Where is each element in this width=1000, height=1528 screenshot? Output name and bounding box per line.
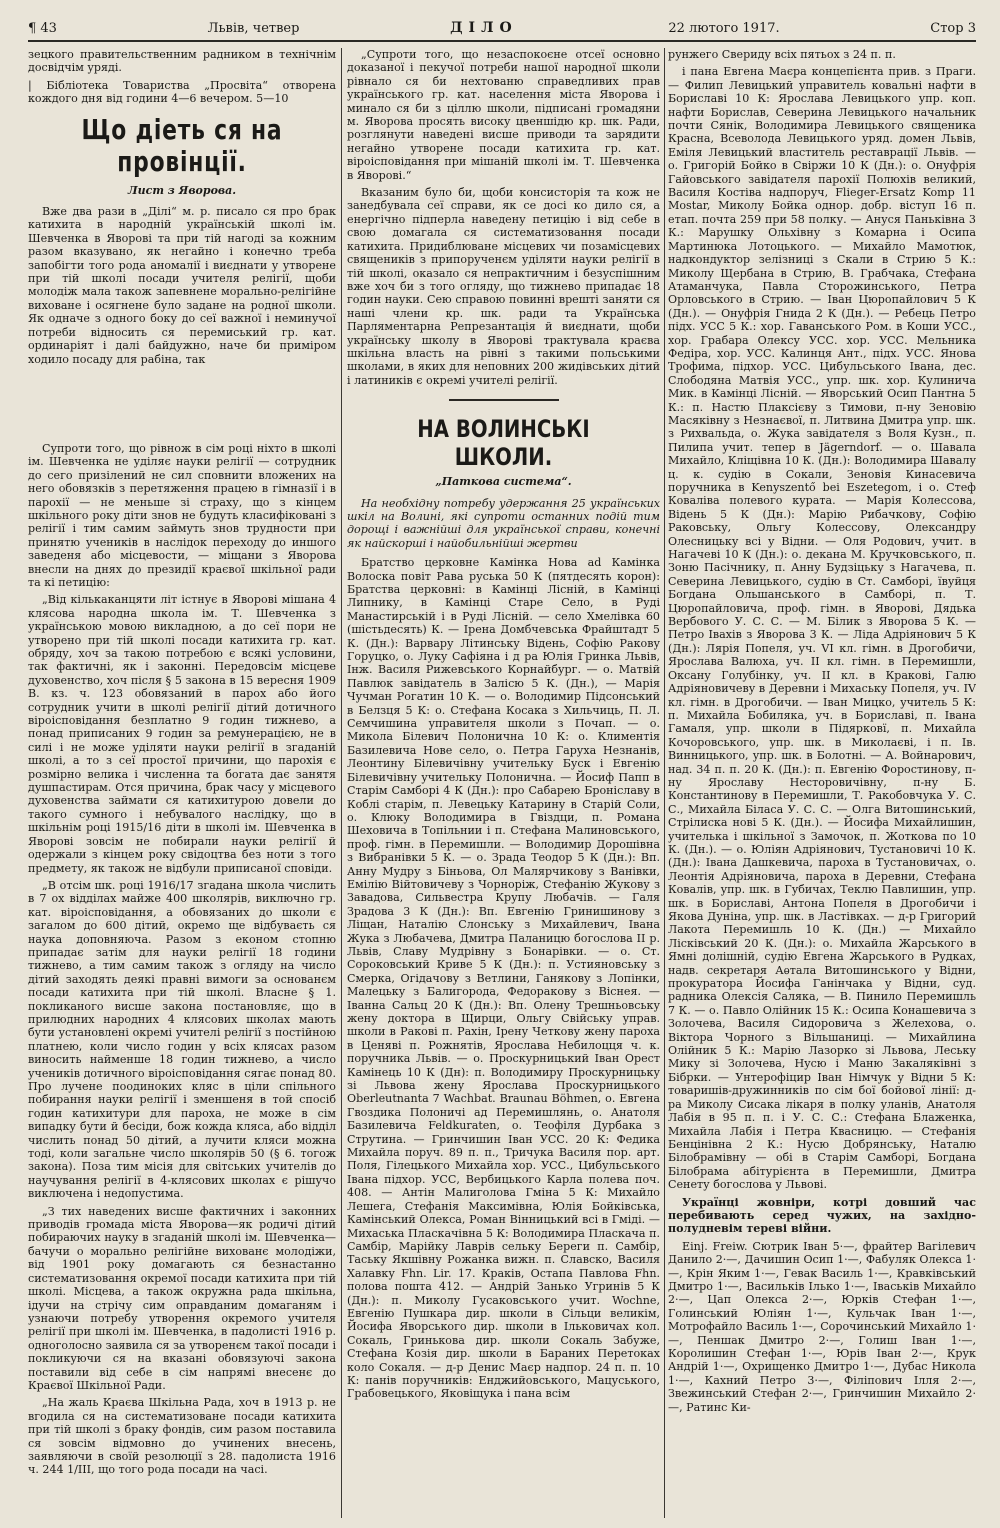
paragraph: Супроти того, що рівнож в сім році ніхто в школі ім. Шевченка не уділяє науки релігії — сотрудник до сего призілений не сил сповнити вложених на него обовязків з перетяження працею в гімназії і в парохії — не меньше зі страху, що з кінцем шкільного року діти знов не будуть класифіковані з релігії і тим самим займуть знов трудности при принятю учеників в наслідок переходу до иншого заведеня або місцевости, — міщани з Яворова внесли на днях до президії краєвої шкільної ради та кі петицію: [28,441,336,589]
column-divider [341,48,342,1518]
section-title: НА ВОЛИНСЬКІ ШКОЛИ. [417,415,590,472]
donation-list: і пана Евгена Маєра концепієнта прив. з Праги. — Филип Левицький управитель ковальні нафти в Бориславі 10 К: Ярослава Левицького упр. коп. нафти Борислав, Северина Левицького начальник почти Сянік, Володимира Левицького священика Красна, Всеволода Левицького уряд. домен Львів, Еміля Левицький властитель реставрації Львів. — о. Григорій Бойко в Свіржи 10 К (Дн.): о. Онуфрія Гайовського завідателя парохії Полюхів великий, Василя Костіва надпоруч, Flieger-Ersatz Komp 11 Mostar, Миколу Бойка однор. добр. віступ 16 п. етап. почта 259 при 58 полку. — Ануся Паньківна 3 К.: Марушку Ольхівну з Комарна і Осипа Мартинюка Лотоцького. — Михайло Мамотюк, надкондуктор зелізниці з Скали в Стрию 5 К.: Миколу Щербана в Стрию, В. Грабчака, Стефана Атаманчука, Павла Сторожинського, Петра Орловського в Стрию. — Іван Цюропайлович 5 К (Дн.). — Онуфрія Гнида 2 К (Дн.). — Ребець Петро підх. УСС 5 К.: хор. Гаванського Ром. в Коши УСС., хор. Грабара Олексу УСС. хор. УСС. Мельника Федіра, хор. УСС. Калинця Ант., підх. УСС. Янова Трофима, підхор. УСС. Цибульського Івана, дес. Слободяна Матвія УСС., упр. шк. хор. Кулинича Мик. в Камінці Лісній. — Яворський Осип Пантна 5 К.: п. Настю Плаксієву з Тимови, п-ну Зеновію Масяківну з Незнаєвої, п. Литвина Дмитра упр. шк. з Рихвальда, о. Жука завідателя з Воля Кузн., п. Пилипа учит. тепер в Jägerndorf. — о. Шавала Михайло, Кліщівна 10 К. (Дн.): Володимира Шавалу ц. к. судію в Сокали, Зеновія Кинасевича поручника в Kenyszentő bei Eszetegom, і о. Стеф Коваліва полевого курата. — Марія Колессова, Відень 5 К (Дн.): Марію Рибачкову, Софію Раковську, Ольгу Колессову, Олександру Олесницьку всі у Відни. — Оля Родович, учит. в Нагачеві 10 К (Дн.): о. декана М. Кручковського, п. Зоню Пасічнику, п. Анну Будзіцьку з Нагачева, п. Северина Левицького, судію в Ст. Самборі, ївуйця Богдана Ольшанського в Самборі, п. Т. Цюропайловича, проф. гімн. в Яворові, Дядька Вербового У. С. С. — М. Білик з Яворова 5 К. — Петро Івахів з Яворова 3 К. — Ліда Адріянович 5 К (Дн.): Лярія Попеля, уч. VI кл. гімн. в Дрогобичи, Ярослава Валюха, уч. II кл. гімн. в Перемишли, Оксану Голубінку, уч. II кл. в Кракові, Галю Адріяновичеву в Деревни і Михаську Попеля, уч. IV кл. гімн. в Дрогобичи. — Іван Мицко, учитель 5 К: п. Михайла Бобиляка, уч. в Бориславі, п. Івана Гамаля, упр. школи в Підярковї, п. Михайла Кочоровського, упр. шк. в Миколаєві, і п. Ів. Винницького, упр. шк. в Болотні. — А. Войнарович, над. 34 п. п. 20 К. (Дн.): п. Евгенію Форостинову, п-ну Ярославу Несторовичівну, п-ну Б. Константинову в Перемишли, Т. Ракобовчука У. С. С., Михайла Біласа У. С. С. — Олга Витошинський, Стрілиска нові 5 К. (Дн.). — Йосифа Михайлишин, учителька і шкільної з Замочок, п. Жоткова по 10 К. (Дн.). — о. Юліян Адріянович, Тустановичі 10 К. (Дн.): Івана Дашкевича, пароха в Тустановичах, о. Леонтія Адріяновича, пароха в Деревни, Стефана Ковалів, упр. шк. в Губичах, Теклю Павлишин, упр. шк. в Бориславі, Антона Попеля в Дрогобичи і Якова Дуніна, упр. шк. в Ластівках. — д-р Григорий Лакота Перемишль 10 К. (Дн.) — Михайло Лісківський 20 К. (Дн.): о. Михайла Жарського в Ямні долішній, судію Евгена Жарського в Рудках, надв. секретаря Аѳтала Витошинського у Відни, прокуратора Йосифа Ганінчака у Відни, суд. радника Олексія Саляка, — В. Пинило Перемишль 7 К. — о. Павло Олійник 15 К.: Осипа Конашевича з Золочева, Василя Сидоровича з Желехова, о. Віктора Чорного з Вільшаниці. — Михайлина Олійник 5 К.: Марію Лазорко зі Львова, Леську Мику зі Золочева, Нусю і Маню Закаляківні з Бібрки. — Унтерофіцир Іван Німчук у Відни 5 К: товаришів-дружинників по сім бої бойової лінії: д-ра Миколу Сисака лікаря в полку уланів, Анатоля Лабія в 95 п. п. і У. С. С.: Стефана Блаженка, Михайла Лабія і Петра Квасницю. — Стефанія Бенцінівна 2 К.: Нусю Добрянську, Наталю Білобрамівну — обі в Старім Самборі, Богдана Білобрама абітурієнта в Перемишли, Дмитра Сенету богослова у Львові. [668,65,976,1192]
masthead: ДІЛО [450,20,518,36]
paragraph: „Супроти того, що незаспокоєне отсеї основно доказаної і пекучої потреби нашої народної школи рівнало ся би нехтованю справедливих прав українського гр. кат. населення міста Яворова і минало ся би з ціллю школи, підписані громадяни м. Яворова просять високу цвеншідю кр. шк. Ради, розглянути наведені висше приводи та зарядити негайно утворене посади катихита гр. кат. віроісповідання при мішаній школі ім. Т. Шевченка в Яворові.“ [347,48,660,182]
city-day: Львів, четвер [207,20,300,36]
column-divider [664,48,665,1518]
section-divider [449,399,559,401]
issue-date: 22 лютого 1917. [668,20,780,36]
soldiers-heading: Українці жовніри, котрі довший час перебивають серед чужих, на західно-полудневім тереві війни. [668,1195,976,1236]
section-subtitle: „Паткова система“. [435,475,572,489]
column-2 [347,48,660,1518]
library-notice: | Бібліотека Товариства „Просвіта“ отворена кождого дня від години 4—6 вечером. 5—10 [28,78,336,106]
column-1 [28,48,336,1518]
paragraph: Вказаним було би, щоби консисторія та кож не занедбувала сеї справи, як се досі ко дило ся, а енергічно підперла наведену петицію і від себе в свою домагала ся систематизовання посади катихита. Придиблюване місцевих чи позамісцевих священиків з припорученєм уділяти науки релігії в тій школі, оказало ся непрактичним і безуспішним вже хоч би з того огляду, що тижнево припадає 18 годин науки. Сею справою повинні врешті заняти ся наші члени кр. шк. ради та Українська Парляментарна Репрезантація й виєднати, щоби українську школу в Яворові трактувала краєва шкільна власть на рівні з такими польськими школами, в яких для неповних 200 жидівських дітий і латиників є окремі учителі релігії. [347,186,660,387]
issue-number: ¶ 43 [28,20,57,36]
paragraph: рунжего Свериду всіх пятьох з 24 п. п. [668,48,896,61]
donation-list: Братство церковне Камінка Нова ad Камінка Волоска повіт Рава руська 50 К (пятдесять корон): Братства церковні: в Камінці Лісній, в Камінці Липнику, в Камінці Старе Село, в Руді Манастирській і в Руді Лісній. — село Хмелівка 60 (шістьдесять) К. — Ірена Домбчевська Фрайштадт 5 К. (Дн.): Варвару Літинську Відень, Софію Ракову Горуцко, о. Луку Сафіяна і д ра Юлія Гринка Львів, Інж. Василя Рижевського Корнайбург. — о. Матвій Павлюк завідатель в Залісю 5 К. (Дн.), — Марія Чучман Рогатин 10 К. — о. Володимир Підсонський в Белзця 5 К: о. Стефана Косака з Хильчиць, П. Л. Семчишина управителя школи з Почап. — о. Микола Білевич Полонична 10 К: о. Климентія Базилевича Нове село, о. Петра Гаруха Незнанів, Леонтину Білевичівну учительку Буск і Евгенію Білевичівну учительку Полонична. — Йосиф Папп в Старім Самборі 4 К (Дн.): про Сабарею Броніславу в Коблі старім, п. Левецьку Катарину в Старій Соли, о. Клюку Володимира в Гвіздци, п. Романа Шеховича в Топільнии і п. Стефана Малиновського, проф. гімн. в Перемишли. — Володимир Дорошівна з Вибранівки 5 К. — о. Зрада Теодор 5 К (Дн.): Вп. Анну Мудру з Біньова, Ол Малярчикову з Ванівки, Емілію Війтовичеву з Чорноріж, Стефанію Жукову з Завадова, Сильвестра Крупу Любачів. — Галя Зрадова 3 К (Дн.): Вп. Евгенію Гринишинову з Ліщан, Наталію Слонську з Михайлевич, Івана Жука з Любачева, Дмитра Паланицю богослова II р. Львів, Славу Мудрівну з Бонарівки. — о. Ст. Сороковський Криве 5 К (Дн.): п. Устияновську з Смерка, Огідачову з Ветлини, Ганякову з Лопінки, Малецьку з Балигорода, Федоракову з Віснея. — Іванна Сальц 20 К (Дн.): Вп. Олену Трешньовську жену доктора в Щирци, Ольгу Свійську управ. школи в Ракові п. Рахін, Ірену Четкову жену пароха в Ценяві п. Рожнятів, Ярослава Небилоцця ч. к. поручника Львів. — о. Проскурницький Іван Орест Камінець 10 К (Дн): п. Володимиру Проскурницьку зі Львова жену Ярослава Проскурницького Oberleutnanta 7 Wachbat. Braunau Böhmen, о. Евгена Гвоздика Полоничі ад Перемишлянь, о. Анатоля Базилевича Feldkuraten, о. Теофіля Дурбака з Струтина. — Гринчишин Іван УСС. 20 К: Федика Михайла поруч. 89 п. п., Тричука Василя пор. арт. Поля, Гілецького Михайла хор. УСС., Цибульського Івана підхор. УСС, Вербицького Карла полева поч. 408. — Антін Малиголова Гміна 5 К: Михайло Лешега, Стефанія Максимівна, Юлія Бойківська, Камінський Олекса, Роман Вінницький всі в Гміді. — Михаська Пласкачівна 5 К: Володимира Пласкача п. Самбір, Марійку Лаврів сельку Береги п. Самбір, Таську Якшівну Рожанка вижн. п. Славско, Василя Халавку Fhn. Lir. 17. Краків, Остапа Павлова Fhn. полова пошта 412. — Андрій Занько Угринів 5 К (Дн.): п. Миколу Гусаковського учит. Wochne, Eвгенію Пушкара дир. школи в Сільци великім, Йосифа Яворського дир. школи в Ільковичах кол. Сокаль, Гринькова дир. школи Сокаль Забуже, Стефана Козія дир. школи в Бараних Перетоках коло Сокаля. — д-р Денис Маєр надпор. 24 п. п. 10 К: панів поручників: Енджийовського, Мацуського, Грабовецького, Яковіщука і пана всім [347,556,660,1401]
soldiers-list: Einj. Freiw. Сютрик Іван 5·—, фрайтер Вагілевич Данило 2·—, Дачишин Осип 1·—, Фабуляк Олекса 1·—, Крін Яким 1·—, Гевак Василь 1·—, Кравківський Дмитро 1·—, Васильків Ілько 1·—, Іваськів Михайло 2·—, Цап Олекса 2·—, Юрків Стефан 1·—, Голинський Юліян 1·—, Кульчак Іван 1·—, Мотрофайло Василь 1·—, Сорочинський Михайло 1·—, Пеншак Дмитро 2·—, Голиш Іван 1·—, Королишин Стефан 1·—, Юрів Іван 2·—, Крук Андрій 1·—, Охрищенко Дмитро 1·—, Дубас Никола 1·—, Кахний Петро 3·—, Філіпович Ілля 2·—, Звежинський Стефан 2·—, Гринчишин Михайло 2·—, Ратинс Ки- [668,1239,976,1414]
blank-space [28,370,336,442]
paragraph: Вже два рази в „Ділі“ м. р. писало ся про брак катихита в народній українській школі ім. Шевченка в Яворові та при тій нагоді за кожним разом вказувано, як негайно і конечно треба запобігти того рода аномалії і виєднати у утворене при тій школі посади учителя релігії, щоби молодіж мала також запевнене морально-релігійне виховане і осягнене було задане на родної школи. Як одначе з одного боку до сеї важної і неминучої потреби відносить ся перемиський гр. кат. ординаріят і далі байдужно, наче би приміром ходило посаду для рабіна, так [28,205,336,366]
page-number: Стор 3 [930,20,976,36]
paragraph: „Від кількаканцяти літ істнує в Яворові мішана 4 клясова народна школа ім. Т. Шевченка з українською мовою викладною, а до сеї пори не утворено при тій школі посади катихита гр. кат. обряду, хоч за такою потребою є всякі условини, так фактичні, як і законні. Передовсім місцеве духовенство, хоч після § 5 закона в 15 вересня 1909 В. кз. ч. 123 обовязаний в парох або його сотрудник учити в школі релігії дітий дотичного віроісповідання безплатно 9 годин тижнево, а понад приписаних 9 годин за ремунерацією, не в силі і не може уділяти науки релігії в згаданій школі, а то з сеї простої причини, що парохія є розмірно велика і численна та богата дає занятя душпастирам. Отся причина, брак часу у місцевого духовенства займати ся катихитурою довели до такого сумного і небувалого наслідку, що в шкільнім році 1915/16 діти в школі ім. Шевченка в Яворові зовсім не побирали науки релігії й одержали з кінцем року свідоцтва без ноти з того предмету, як також не відбули приписаної сповіди. [28,593,336,875]
paragraph: „В отсім шк. році 1916/17 згадана школа числить в 7 ох відділах майже 400 школярів, виключно гр. кат. віроісповідання, а обовязаних до школи є загалом до 600 дітий, окремо ще відбуваєть ся наука доповняюча. Разом з економ стопню припадає затім для науки релігії 18 години тижнево, а тим самим також з огляду на число дітий заходять деякі правні вимоги за основанєм посади катихита при тій школі. Власне § 1. покликаного висше закона постановляє, що в прилюдних народних 4 клясових школах мають бути установлені окремі учителі релігії з постійною платнею, коли число годин у всіх клясах разом виносить найменше 18 годин тижнево, а число учеників дотичного віроісповідання сягає понад 80. Про лучене поодиноких кляс в ціли спільного побирання науки релігії і зменшеня в той спосіб годин катихитури для пароха, не може в сім випадку бути й бесіди, бож кожда кляса, або відділ числить понад 50 дітий, а лучити кляси можна тоді, коли загальне число школярів 50 (§ 6. тогож закона). Поза тим місія для світських учителів до научування релігії в 4-клясових школах є рішучо виключена і недопустима. [28,878,336,1201]
paragraph: „На жаль Краєва Шкільна Рада, хоч в 1913 р. не вгодила ся на систематизоване посади катихита при тій школі з браку фондів, сим разом поставила ся зовсім відмовно до учинених внесень, заявляючи в своїй резолюції з 28. падолиста 1916 ч. 244 1/III, що того рода посади на часі. [28,1396,336,1477]
page-header [28,16,976,42]
article-subtitle: Лист з Яворова. [127,183,237,197]
paragraph: зецкого правительственним радником в технічнім досвідчім уряді. [28,48,336,75]
column-3 [668,48,976,1518]
appeal-lead: На необхідну потребу удержання 25 українських шкіл на Волині, які супроти останних подій тим дорощі і важнійші для української справи, конечні як найскорші і найобильнійші жертви [347,496,660,550]
article-title: Що діеть ся на провінції. [81,112,283,178]
paragraph: „З тих наведених висше фактичних і законних приводів громада міста Яворова—як родичі дітий побираючих науку в згаданій школі ім. Шевченка—бачучи о морально релігійне вихованє молодіжи, від 1901 року домагають ся безнастанно систематизовання окремої посади катихита при тій школі. Місцева, а також окружна рада шкільна, ідучи на стрічу сим оправданим домаганям і узнаючи потребу утворення окремого учителя релігії при школі ім. Шевченка, в падолисті 1916 р. одноголосно заявила ся за утворенєм такої посади і покликуючи ся на вказані обовязуючі закона поставили від себе в сім напрямі внесенє до Краєвої Шкільної Ради. [28,1204,336,1392]
